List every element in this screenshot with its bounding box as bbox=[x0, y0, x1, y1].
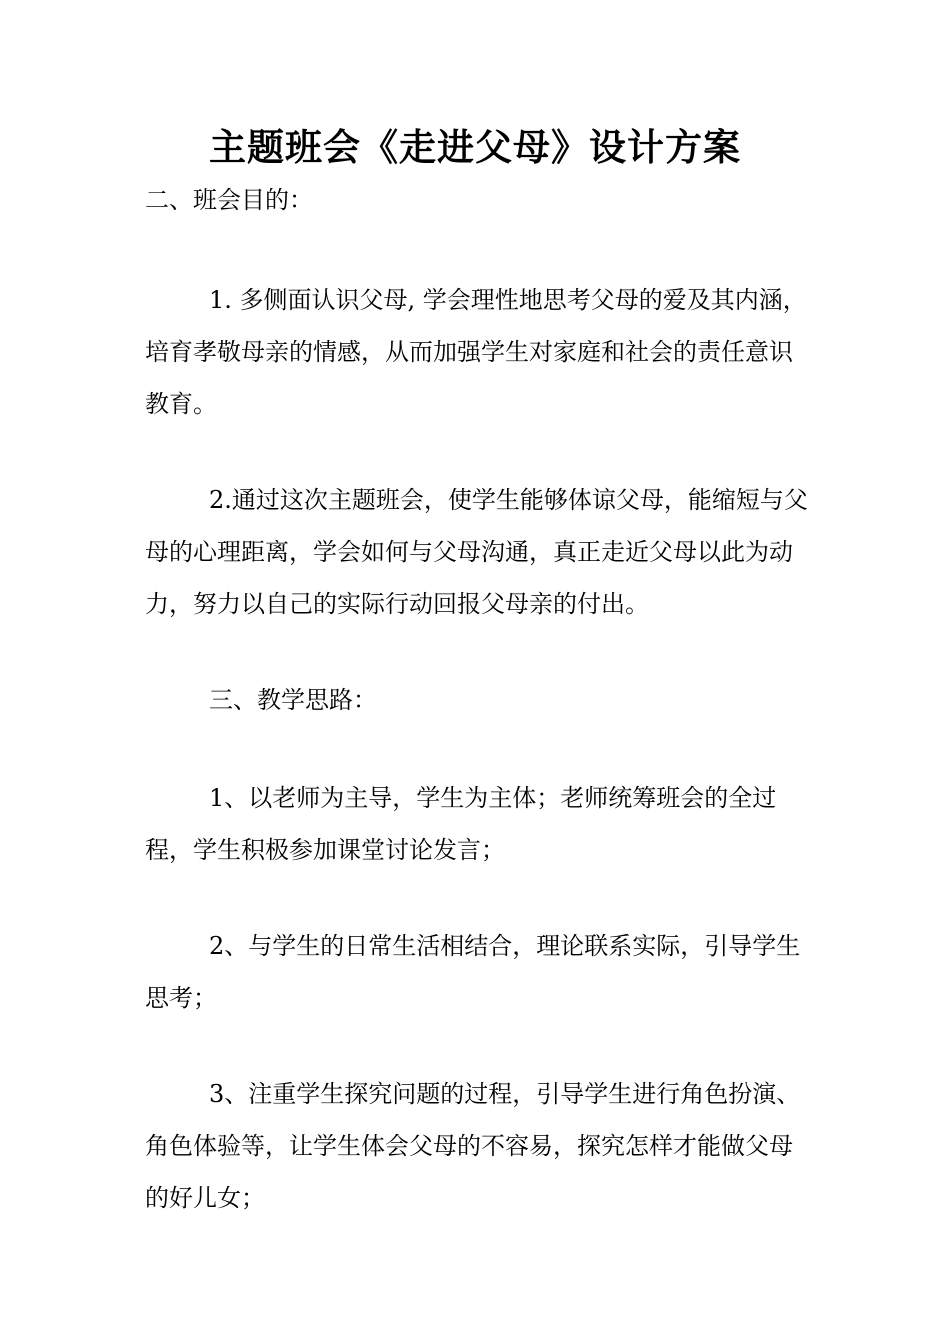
teaching-idea-2: 2、与学生的日常生活相结合，理论联系实际，引导学生思考； bbox=[145, 932, 801, 1012]
section-two-heading: 二、班会目的： bbox=[145, 186, 313, 214]
objective-item-2: 2.通过这次主题班会，使学生能够体谅父母，能缩短与父母的心理距离，学会如何与父母沟通，真正走近父母以此为动力，努力以自己的实际行动回报父母亲的付出。 bbox=[145, 486, 808, 618]
document-title: 主题班会《走进父母》设计方案 bbox=[209, 126, 741, 169]
section-three-heading: 三、教学思路： bbox=[209, 686, 377, 714]
objective-item-1: 1. 多侧面认识父母, 学会理性地思考父母的爱及其内涵，培育孝敬母亲的情感，从而加强学生对家庭和社会的责任意识教育。 bbox=[145, 286, 807, 418]
teaching-idea-3: 3、注重学生探究问题的过程，引导学生进行角色扮演、角色体验等，让学生体会父母的不容易，探究怎样才能做父母的好儿女； bbox=[145, 1080, 801, 1212]
teaching-idea-1: 1、以老师为主导，学生为主体；老师统筹班会的全过程，学生积极参加课堂讨论发言； bbox=[145, 784, 777, 864]
